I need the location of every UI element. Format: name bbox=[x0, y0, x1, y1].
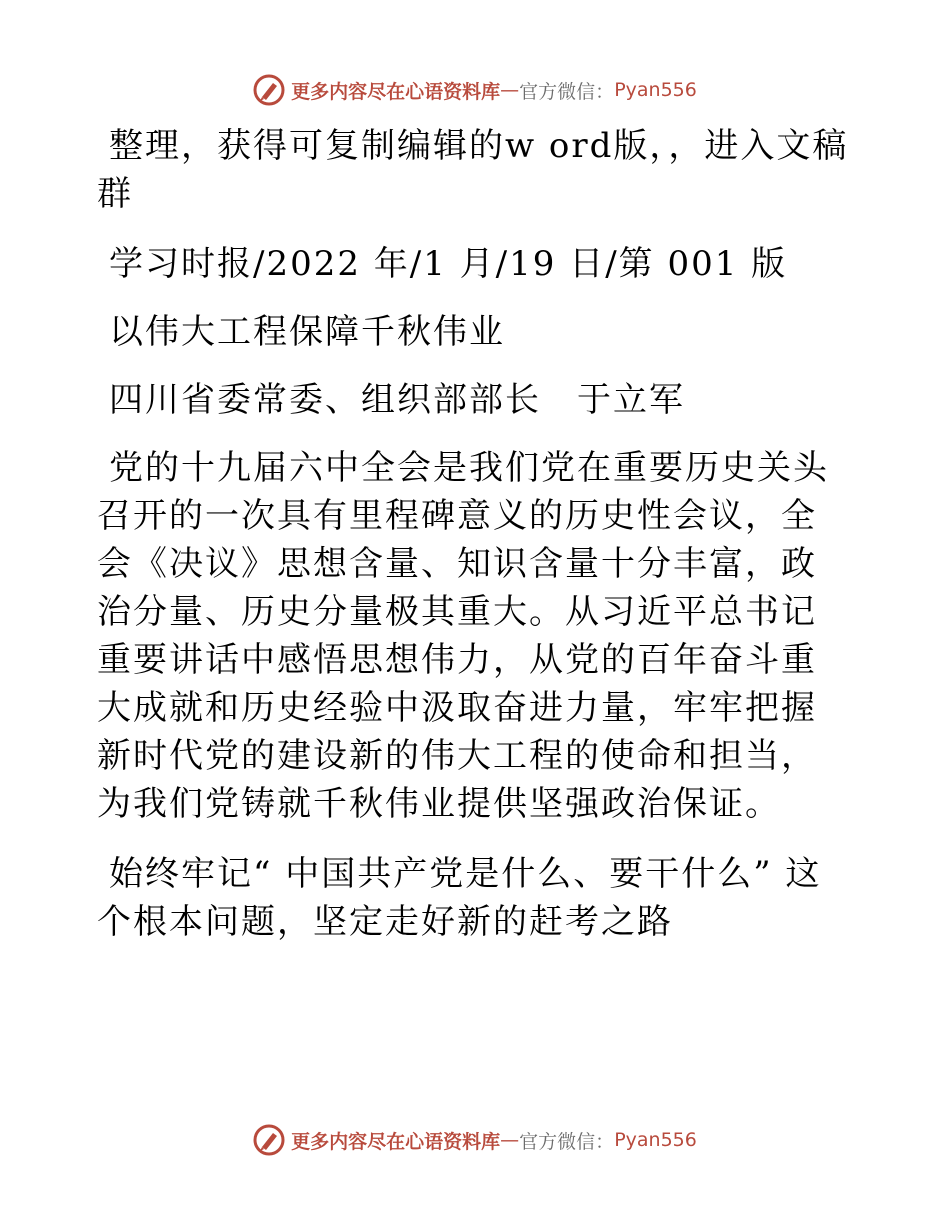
editing-note: 整理，获得可复制编辑的w ord版，，进入文稿群 bbox=[97, 126, 849, 214]
watermark-main-text: 更多内容尽在心语资料库 bbox=[291, 80, 501, 103]
pen-logo-icon bbox=[253, 74, 285, 106]
footer-watermark bbox=[0, 1120, 950, 1160]
article-title: 以伟大工程保障千秋伟业 bbox=[109, 312, 505, 352]
watermark-wechat-label: 官方微信： bbox=[519, 80, 615, 103]
watermark-wechat-id: Pyan556 bbox=[614, 1129, 697, 1151]
watermark-separator: — bbox=[500, 1129, 520, 1151]
watermark-text bbox=[291, 77, 697, 104]
watermark-text bbox=[291, 1127, 697, 1154]
pen-logo-icon bbox=[253, 1124, 285, 1156]
watermark-main-text: 更多内容尽在心语资料库 bbox=[291, 1130, 501, 1153]
body-paragraph: 党的十九届六中全会是我们党在重要历史关头召开的一次具有里程碑意义的历史性会议，全会《决议》思想含量、知识含量十分丰富，政治分量、历史分量极其重大。从习近平总书记重要讲话中感悟思想伟力，从党的百年奋斗重大成就和历史经验中汲取奋进力量，牢牢把握新时代党的建设新的伟大工程的使命和担当，为我们党铸就千秋伟业提供坚强政治保证。 bbox=[97, 448, 829, 824]
watermark-wechat-id: Pyan556 bbox=[614, 79, 697, 101]
source-line: 学习时报/2022 年/1 月/19 日/第 001 版 bbox=[109, 244, 788, 284]
watermark-separator: — bbox=[500, 79, 520, 101]
watermark-wechat-label: 官方微信： bbox=[519, 1130, 615, 1153]
section-heading: 始终牢记“ 中国共产党是什么、要干什么” 这个根本问题，坚定走好新的赶考之路 bbox=[97, 854, 822, 942]
header-watermark bbox=[0, 70, 950, 110]
article-author: 四川省委常委、组织部部长 于立军 bbox=[109, 380, 685, 420]
document-body bbox=[97, 122, 849, 968]
